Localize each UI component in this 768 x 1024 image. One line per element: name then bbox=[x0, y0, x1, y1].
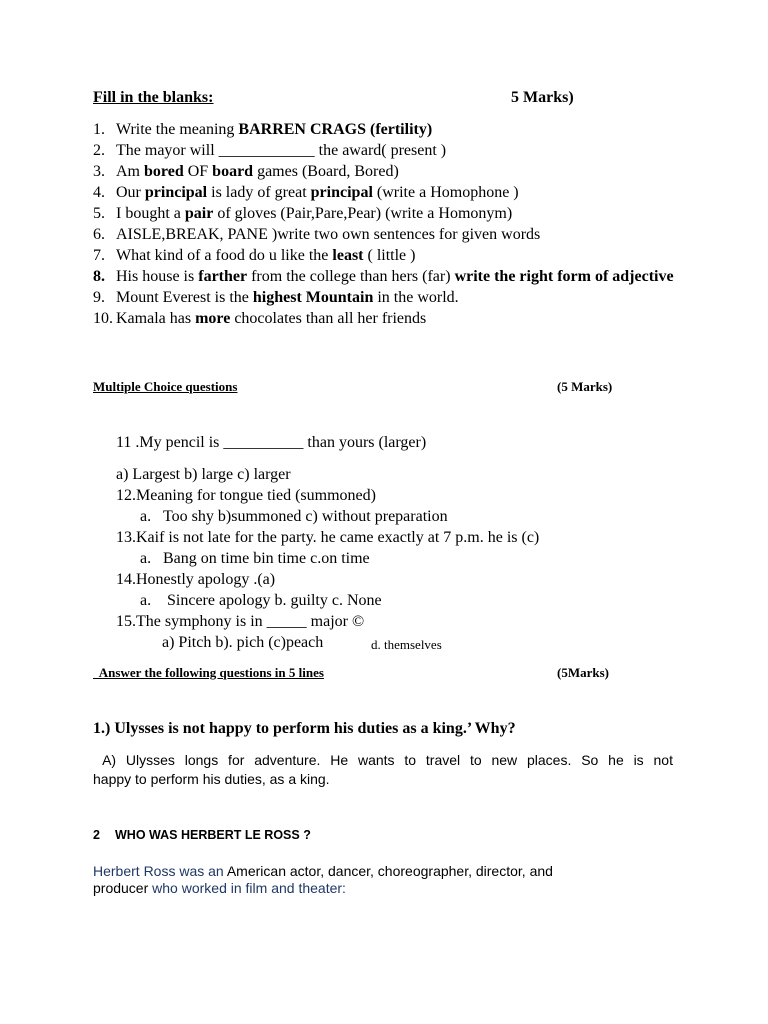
item-bold: board bbox=[212, 163, 254, 180]
item-text: (write a Homophone ) bbox=[372, 184, 519, 201]
list-item bbox=[93, 161, 683, 182]
list-item bbox=[93, 245, 683, 266]
item-text: chocolates than all her friends bbox=[230, 310, 427, 327]
answer-2-text: Herbert Ross was an bbox=[93, 863, 227, 879]
answer-2-text: producer bbox=[93, 880, 153, 896]
question-14: 14.Honestly apology .(a) bbox=[116, 571, 276, 588]
mcq-heading: Multiple Choice questions bbox=[93, 379, 238, 394]
item-text: Write the meaning bbox=[116, 121, 239, 138]
answer-heading: Answer the following questions in 5 lines bbox=[93, 665, 324, 680]
list-item bbox=[93, 287, 683, 308]
question-12-options: Too shy b)summoned c) without preparation bbox=[163, 508, 448, 525]
answer-2-text: who worked in film and theater: bbox=[152, 880, 346, 896]
list-item bbox=[93, 266, 683, 287]
item-text: I bought a bbox=[116, 205, 185, 222]
answer-1 bbox=[93, 751, 673, 789]
item-text: in the world. bbox=[373, 289, 459, 306]
item-number: 6. bbox=[93, 226, 105, 243]
fill-heading: Fill in the blanks: bbox=[93, 89, 214, 106]
item-text: His house is bbox=[116, 268, 199, 285]
item-number: 5. bbox=[93, 205, 105, 222]
item-bold: principal bbox=[144, 184, 208, 201]
mcq-marks: (5 Marks) bbox=[557, 379, 613, 394]
answer-1-line: happy to perform his duties, as a king. bbox=[93, 771, 330, 787]
option-letter: a. bbox=[140, 508, 152, 525]
fill-list bbox=[93, 119, 683, 329]
list-item bbox=[93, 224, 683, 245]
item-text: of gloves (Pair,Pare,Pear) (write a Homonym) bbox=[213, 205, 513, 222]
item-bold: least bbox=[332, 247, 364, 264]
item-text: is lady of great bbox=[207, 184, 311, 201]
item-number: 9. bbox=[93, 289, 105, 306]
option-letter: a. bbox=[140, 550, 152, 567]
list-item bbox=[93, 203, 683, 224]
question-1: 1.) Ulysses is not happy to perform his duties as a king.’ Why? bbox=[93, 720, 516, 737]
question-15-option-d: d. themselves bbox=[371, 637, 442, 652]
item-bold: highest Mountain bbox=[252, 289, 374, 306]
item-bold: write the right form of adjective bbox=[454, 268, 674, 285]
question-14-options: Sincere apology b. guilty c. None bbox=[167, 592, 382, 609]
item-text: AISLE,BREAK, PANE )write two own sentences for given words bbox=[116, 226, 541, 243]
item-text: ( little ) bbox=[363, 247, 416, 264]
item-number: 3. bbox=[93, 163, 105, 180]
question-13: 13.Kaif is not late for the party. he came exactly at 7 p.m. he is (c) bbox=[116, 529, 540, 546]
item-text: OF bbox=[183, 163, 213, 180]
item-number: 1. bbox=[93, 121, 105, 138]
item-number: 4. bbox=[93, 184, 105, 201]
item-number: 10. bbox=[93, 310, 113, 327]
question-15-options: a) Pitch b). pich (c)peach bbox=[162, 634, 324, 651]
item-number: 7. bbox=[93, 247, 105, 264]
item-bold: principal bbox=[310, 184, 373, 201]
item-bold: bored bbox=[144, 163, 184, 180]
list-item bbox=[93, 119, 683, 140]
item-number: 2. bbox=[93, 142, 105, 159]
item-text: What kind of a food do u like the bbox=[116, 247, 333, 264]
question-12: 12.Meaning for tongue tied (summoned) bbox=[116, 487, 376, 504]
item-text: Our bbox=[116, 184, 145, 201]
fill-marks: 5 Marks) bbox=[511, 89, 574, 106]
question-2: WHO WAS HERBERT LE ROSS ? bbox=[115, 828, 311, 842]
option-letter: a. bbox=[140, 592, 152, 609]
question-13-options: Bang on time bin time c.on time bbox=[163, 550, 370, 567]
item-number: 8. bbox=[93, 268, 105, 285]
question-11: 11 .My pencil is __________ than yours (larger) bbox=[116, 434, 427, 451]
item-bold: more bbox=[195, 310, 231, 327]
item-text: Am bbox=[116, 163, 144, 180]
answer-2 bbox=[93, 863, 653, 897]
question-15: 15.The symphony is in _____ major © bbox=[116, 613, 365, 630]
item-text: Kamala has bbox=[116, 310, 196, 327]
item-text: The mayor will ____________ the award( present ) bbox=[116, 142, 447, 159]
list-item bbox=[93, 308, 683, 329]
answer-marks: (5Marks) bbox=[557, 665, 609, 680]
item-bold: BARREN CRAGS (fertility) bbox=[238, 121, 433, 138]
list-item bbox=[93, 182, 683, 203]
list-item bbox=[93, 140, 683, 161]
item-text: Mount Everest is the bbox=[116, 289, 253, 306]
answer-2-text: American actor, dancer, choreographer, director, and bbox=[226, 863, 553, 879]
item-bold: pair bbox=[184, 205, 214, 222]
item-text: games (Board, Bored) bbox=[253, 163, 399, 180]
question-11-options: a) Largest b) large c) larger bbox=[116, 466, 291, 483]
item-bold: farther bbox=[198, 268, 248, 285]
answer-1-line: A) Ulysses longs for adventure. He wants to travel to new places. So he is not bbox=[93, 752, 673, 768]
question-2-number: 2 bbox=[93, 828, 100, 842]
item-text: from the college than hers (far) bbox=[247, 268, 455, 285]
